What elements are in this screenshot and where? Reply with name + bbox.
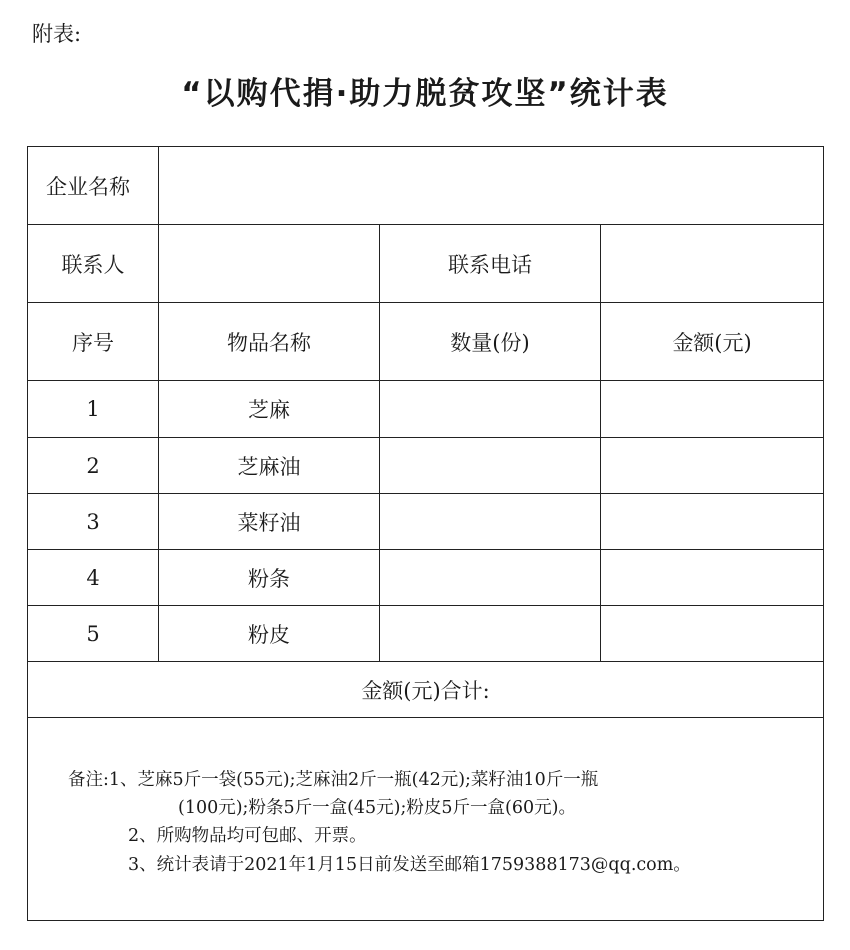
contact-person-label: 联系人 bbox=[28, 225, 159, 303]
company-row bbox=[28, 147, 824, 225]
page-title: “以购代捐·助力脱贫攻坚”统计表 bbox=[181, 76, 669, 112]
company-name-field[interactable] bbox=[159, 147, 824, 225]
contact-person-field[interactable] bbox=[159, 225, 380, 303]
row-number: 4 bbox=[28, 550, 159, 606]
amount-field[interactable] bbox=[601, 381, 824, 438]
contact-phone-label: 联系电话 bbox=[380, 225, 601, 303]
amount-field[interactable] bbox=[601, 550, 824, 606]
column-header-amount: 金额(元) bbox=[601, 303, 824, 381]
notes-line-3: 3、统计表请于2021年1月15日前发送至邮箱1759388173@qq.com。 bbox=[128, 855, 691, 875]
quantity-field[interactable] bbox=[380, 550, 601, 606]
company-name-label: 企业名称 bbox=[28, 147, 159, 225]
row-number: 2 bbox=[28, 438, 159, 494]
row-number: 3 bbox=[28, 494, 159, 550]
amount-field[interactable] bbox=[601, 606, 824, 662]
amount-field[interactable] bbox=[601, 494, 824, 550]
quantity-field[interactable] bbox=[380, 606, 601, 662]
table-row bbox=[28, 494, 824, 550]
table-header-row bbox=[28, 303, 824, 381]
total-amount-label[interactable]: 金额(元)合计: bbox=[28, 662, 824, 718]
attachment-label: 附表: bbox=[32, 22, 82, 46]
quantity-field[interactable] bbox=[380, 381, 601, 438]
contact-phone-field[interactable] bbox=[601, 225, 824, 303]
notes-cell bbox=[28, 718, 824, 921]
quantity-field[interactable] bbox=[380, 438, 601, 494]
statistics-table bbox=[27, 146, 824, 921]
row-number: 5 bbox=[28, 606, 159, 662]
item-name: 菜籽油 bbox=[159, 494, 380, 550]
table-row bbox=[28, 550, 824, 606]
item-name: 芝麻油 bbox=[159, 438, 380, 494]
total-row bbox=[28, 662, 824, 718]
contact-row bbox=[28, 225, 824, 303]
column-header-no: 序号 bbox=[28, 303, 159, 381]
row-number: 1 bbox=[28, 381, 159, 438]
item-name: 芝麻 bbox=[159, 381, 380, 438]
item-name: 粉皮 bbox=[159, 606, 380, 662]
notes-line-2: 2、所购物品均可包邮、开票。 bbox=[128, 826, 367, 846]
table-row bbox=[28, 606, 824, 662]
notes-line-1-continued: (100元);粉条5斤一盒(45元);粉皮5斤一盒(60元)。 bbox=[178, 798, 576, 818]
column-header-item: 物品名称 bbox=[159, 303, 380, 381]
column-header-qty: 数量(份) bbox=[380, 303, 601, 381]
table-row bbox=[28, 381, 824, 438]
quantity-field[interactable] bbox=[380, 494, 601, 550]
notes-line-1: 备注:1、芝麻5斤一袋(55元);芝麻油2斤一瓶(42元);菜籽油10斤一瓶 bbox=[68, 770, 599, 790]
item-name: 粉条 bbox=[159, 550, 380, 606]
table-row bbox=[28, 438, 824, 494]
amount-field[interactable] bbox=[601, 438, 824, 494]
notes-row bbox=[28, 718, 824, 921]
